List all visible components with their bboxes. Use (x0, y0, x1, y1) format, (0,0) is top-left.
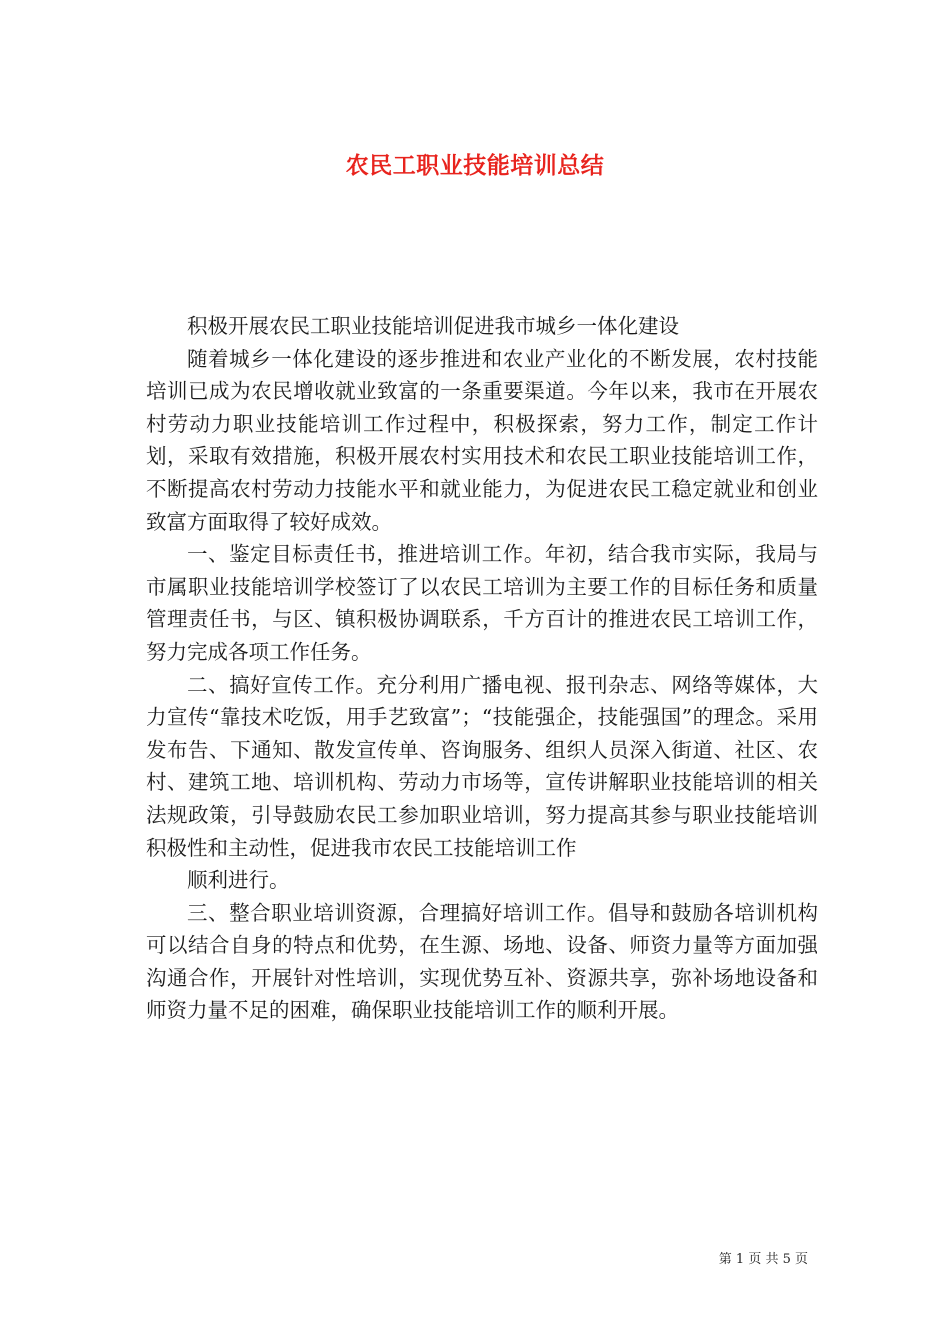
paragraph-section-2: 二、搞好宣传工作。充分利用广播电视、报刊杂志、网络等媒体，大力宣传“靠技术吃饭，用手艺致富”；“技能强企，技能强国”的理念。采用发布告、下通知、散发宣传单、咨询服务、组织人员深入街道、社区、农村、建筑工地、培训机构、劳动力市场等，宣传讲解职业技能培训的相关法规政策，引导鼓励农民工参加职业培训，努力提高其参与职业技能培训积极性和主动性，促进我市农民工技能培训工作 (146, 672, 818, 860)
document-title: 农民工职业技能培训总结 (345, 152, 605, 180)
page-number-indicator: 第 1 页 共 5 页 (718, 1252, 808, 1267)
paragraph-section-3: 三、整合职业培训资源，合理搞好培训工作。倡导和鼓励各培训机构可以结合自身的特点和优势，在生源、场地、设备、师资力量等方面加强沟通合作，开展针对性培训，实现优势互补、资源共享，弥补场地设备和师资力量不足的困难，确保职业技能培训工作的顺利开展。 (146, 900, 818, 1023)
paragraph-section-1: 一、鉴定目标责任书，推进培训工作。年初，结合我市实际，我局与市属职业技能培训学校签订了以农民工培训为主要工作的目标任务和质量管理责任书，与区、镇积极协调联系，千方百计的推进农民工培训工作，努力完成各项工作任务。 (146, 542, 818, 664)
paragraph-section-2-continued: 顺利进行。 (187, 868, 290, 893)
paragraph-subtitle: 积极开展农民工职业技能培训促进我市城乡一体化建设 (187, 314, 679, 338)
document-body (146, 310, 818, 1027)
paragraph-intro: 随着城乡一体化建设的逐步推进和农业产业化的不断发展，农村技能培训已成为农民增收就业致富的一条重要渠道。今年以来，我市在开展农村劳动力职业技能培训工作过程中，积极探索，努力工作，制定工作计划，采取有效措施，积极开展农村实用技术和农民工职业技能培训工作，不断提高农村劳动力技能水平和就业能力，为促进农民工稳定就业和创业致富方面取得了较好成效。 (146, 346, 818, 534)
